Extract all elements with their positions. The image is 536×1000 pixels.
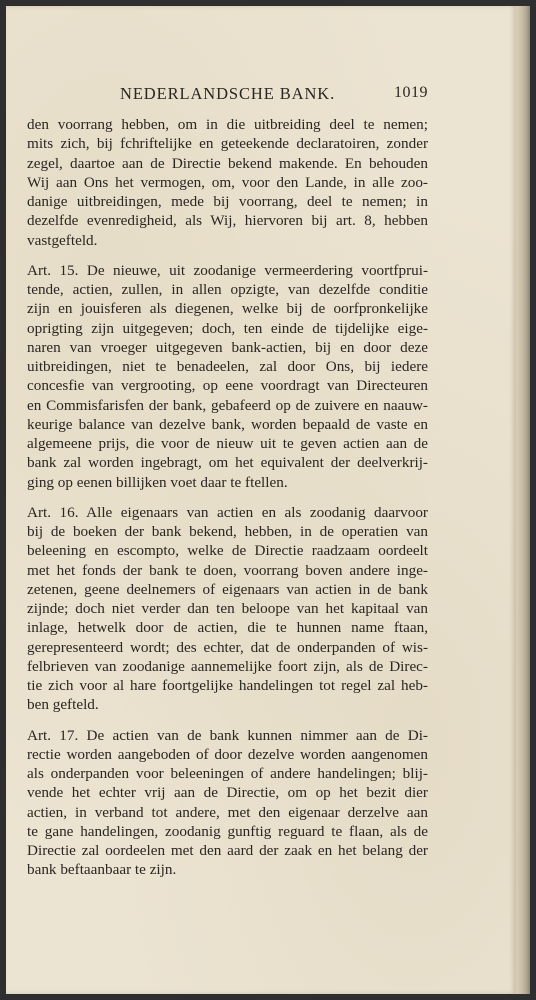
text-line: bank beftaanbaar te zijn.	[27, 861, 177, 879]
text-line: felbrieven van zoodanige aannemelijke foort zijn, als de Direc-	[27, 657, 428, 675]
text-line: den voorrang hebben, om in die uitbreiding deel te nemen;	[27, 116, 428, 133]
running-title: NEDERLANDSCHE BANK.	[120, 84, 336, 103]
paragraph	[27, 503, 428, 715]
text-line: tende, actien, zullen, in allen opzigte, van dezelfde conditie	[27, 281, 428, 298]
text-line: uitbreidingen, niet te benadeelen, zal door Ons, bij iedere	[27, 358, 428, 375]
text-line: gerepresenteerd wordt; des echter, dat de onderpanden of wis-	[27, 638, 428, 656]
text-line: als onderpanden voor beleeningen of andere handelingen; blij-	[27, 765, 428, 782]
text-line: zetenen, geene deelnemers of eigenaars van actien in de bank	[27, 580, 428, 598]
text-line: zijn en jouisferen als diegenen, welke bij de oorfpronkelijke	[27, 300, 428, 318]
page-edge	[516, 6, 530, 994]
text-line: concesfie van vergrooting, op eene voordragt van Directeuren	[27, 377, 428, 395]
page-number: 1019	[394, 84, 428, 101]
body-text	[27, 115, 428, 880]
text-line: algemeene prijs, die voor de nieuw uit te geven actien aan de	[27, 435, 428, 452]
text-line: dezelfde evenredigheid, als Wij, hiervoren bij art. 8, hebben	[27, 212, 428, 230]
text-line: keurige balance van dezelve bank, worden bepaald de vaste en	[27, 415, 428, 433]
text-line: vastgefteld.	[27, 231, 98, 249]
text-line: bank zal worden ingebragt, om het equivalent der deelverkrij-	[27, 454, 428, 472]
text-line: danige uitbreidingen, mede bij voorrang, deel te nemen; in	[27, 193, 428, 210]
text-line: inlage, hetwelk door de actien, die te hunnen name ftaan,	[27, 619, 428, 637]
text-line: tie zich voor al hare foortgelijke handelingen tot regel zal heb-	[27, 677, 428, 694]
text-line: actien, in verband tot andere, met den eigenaar derzelve aan	[27, 803, 428, 821]
text-line: Wij aan Ons het vermogen, om, voor den Lande, in alle zoo-	[27, 173, 428, 191]
text-line: oprigting zijn uitgegeven; doch, ten einde de tijdelijke eige-	[27, 319, 428, 337]
text-line: te gane handelingen, zoodanig gunftig reguard te flaan, als de	[27, 822, 428, 840]
text-line: zijnde; doch niet verder dan ten beloope van het kapitaal van	[27, 600, 428, 617]
paragraph-gap	[27, 250, 428, 261]
paragraph	[27, 115, 428, 250]
text-line: naren van vroeger uitgegeven bank-actien, bij en door deze	[27, 338, 428, 356]
text-line: vende het echter vrij aan de Directie, om op het bezit dier	[27, 784, 428, 802]
text-line: beleening en escompto, welke de Directie raadzaam oordeelt	[27, 542, 428, 560]
text-line: rectie worden aangeboden of door dezelve worden aangenomen	[27, 745, 428, 763]
paragraph-gap	[27, 492, 428, 503]
text-line: Art. 17. De actien van de bank kunnen nimmer aan de Di-	[27, 726, 428, 744]
text-line: bij de boeken der bank bekend, hebben, in de operatien van	[27, 523, 428, 540]
paragraph	[27, 261, 428, 492]
text-line: met het fonds der bank te doen, voorrang boven andere inge-	[27, 561, 428, 579]
text-line: en Commisfarisfen der bank, gebafeerd op de zuivere en naauw-	[27, 396, 428, 414]
text-line: Art. 16. Alle eigenaars van actien en als zoodanig daarvoor	[27, 503, 428, 521]
text-line: ging op eenen billijken voet daar te ftellen.	[27, 473, 288, 491]
paragraph-gap	[27, 715, 428, 726]
text-line: mits zich, bij fchriftelijke en geteekende declaratoiren, zonder	[27, 135, 428, 153]
paragraph	[27, 726, 428, 880]
text-line: Art. 15. De nieuwe, uit zoodanige vermeerdering voortfprui-	[27, 261, 428, 279]
text-line: ben gefteld.	[27, 696, 99, 714]
text-line: Directie zal oordeelen met den aard der zaak en het belang der	[27, 842, 428, 859]
text-line: zegel, daartoe aan de Directie bekend makende. En behouden	[27, 154, 428, 172]
